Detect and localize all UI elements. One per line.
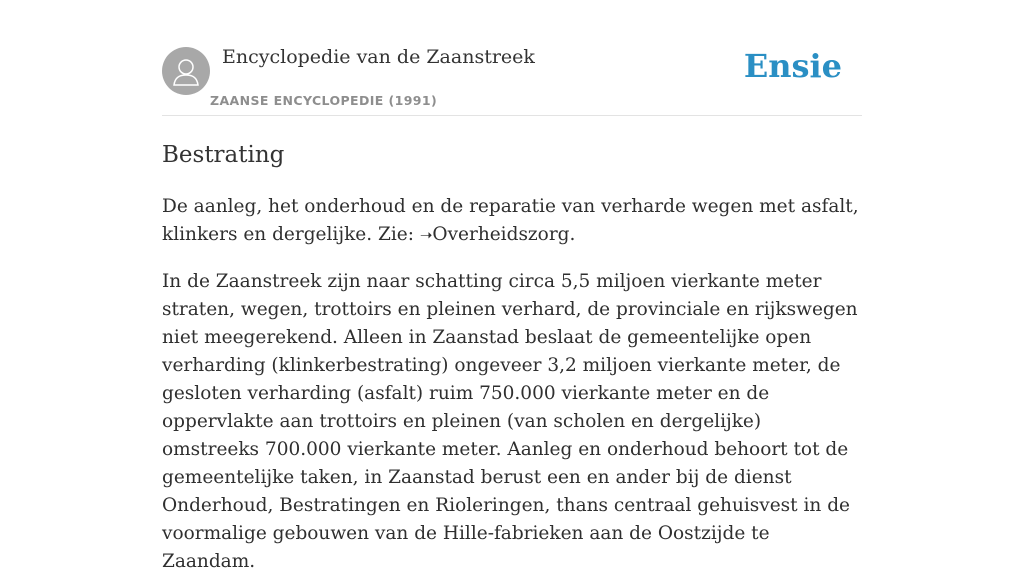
page-content bbox=[162, 0, 862, 572]
source-title[interactable]: Encyclopedie van de Zaanstreek bbox=[222, 46, 535, 68]
article-paragraph-1 bbox=[162, 193, 862, 249]
ensie-logo[interactable]: Ensie bbox=[743, 47, 842, 85]
source-avatar[interactable] bbox=[162, 47, 210, 95]
source-header bbox=[162, 0, 862, 116]
user-icon bbox=[162, 47, 210, 95]
arrow-icon: ➝ bbox=[419, 226, 433, 244]
overheidszorg-link[interactable]: Overheidszorg bbox=[432, 224, 570, 245]
source-subtitle[interactable]: ZAANSE ENCYCLOPEDIE (1991) bbox=[210, 93, 438, 108]
article-paragraph-2: In de Zaanstreek zijn naar schatting circa 5,5 miljoen vierkante meter straten, wegen, trottoirs en pleinen verhard, de provinciale en rijkswegen niet meegerekend. Alleen in Zaanstad beslaat de gemeentelijke open verharding (klinkerbestrating) ongeveer 3,2 miljoen vierkante meter, de gesloten verharding (asfalt) ruim 750.000 vierkante meter en de oppervlakte aan trottoirs en pleinen (van scholen en dergelijke) omstreeks 700.000 vierkante meter. Aanleg en onderhoud behoort tot de gemeentelijke taken, in Zaanstad berust een en ander bij de dienst Onderhoud, Bestratingen en Rioleringen, thans centraal gehuisvest in de voormalige gebouwen van de Hille-fabrieken aan de Oostzijde te Zaandam. bbox=[162, 271, 858, 572]
article-title: Bestrating bbox=[162, 142, 285, 168]
paragraph-text: De aanleg, het onderhoud en de reparatie van verharde wegen met asfalt, klinkers en dergelijke. Zie: bbox=[162, 196, 859, 245]
paragraph-end: . bbox=[569, 224, 576, 245]
